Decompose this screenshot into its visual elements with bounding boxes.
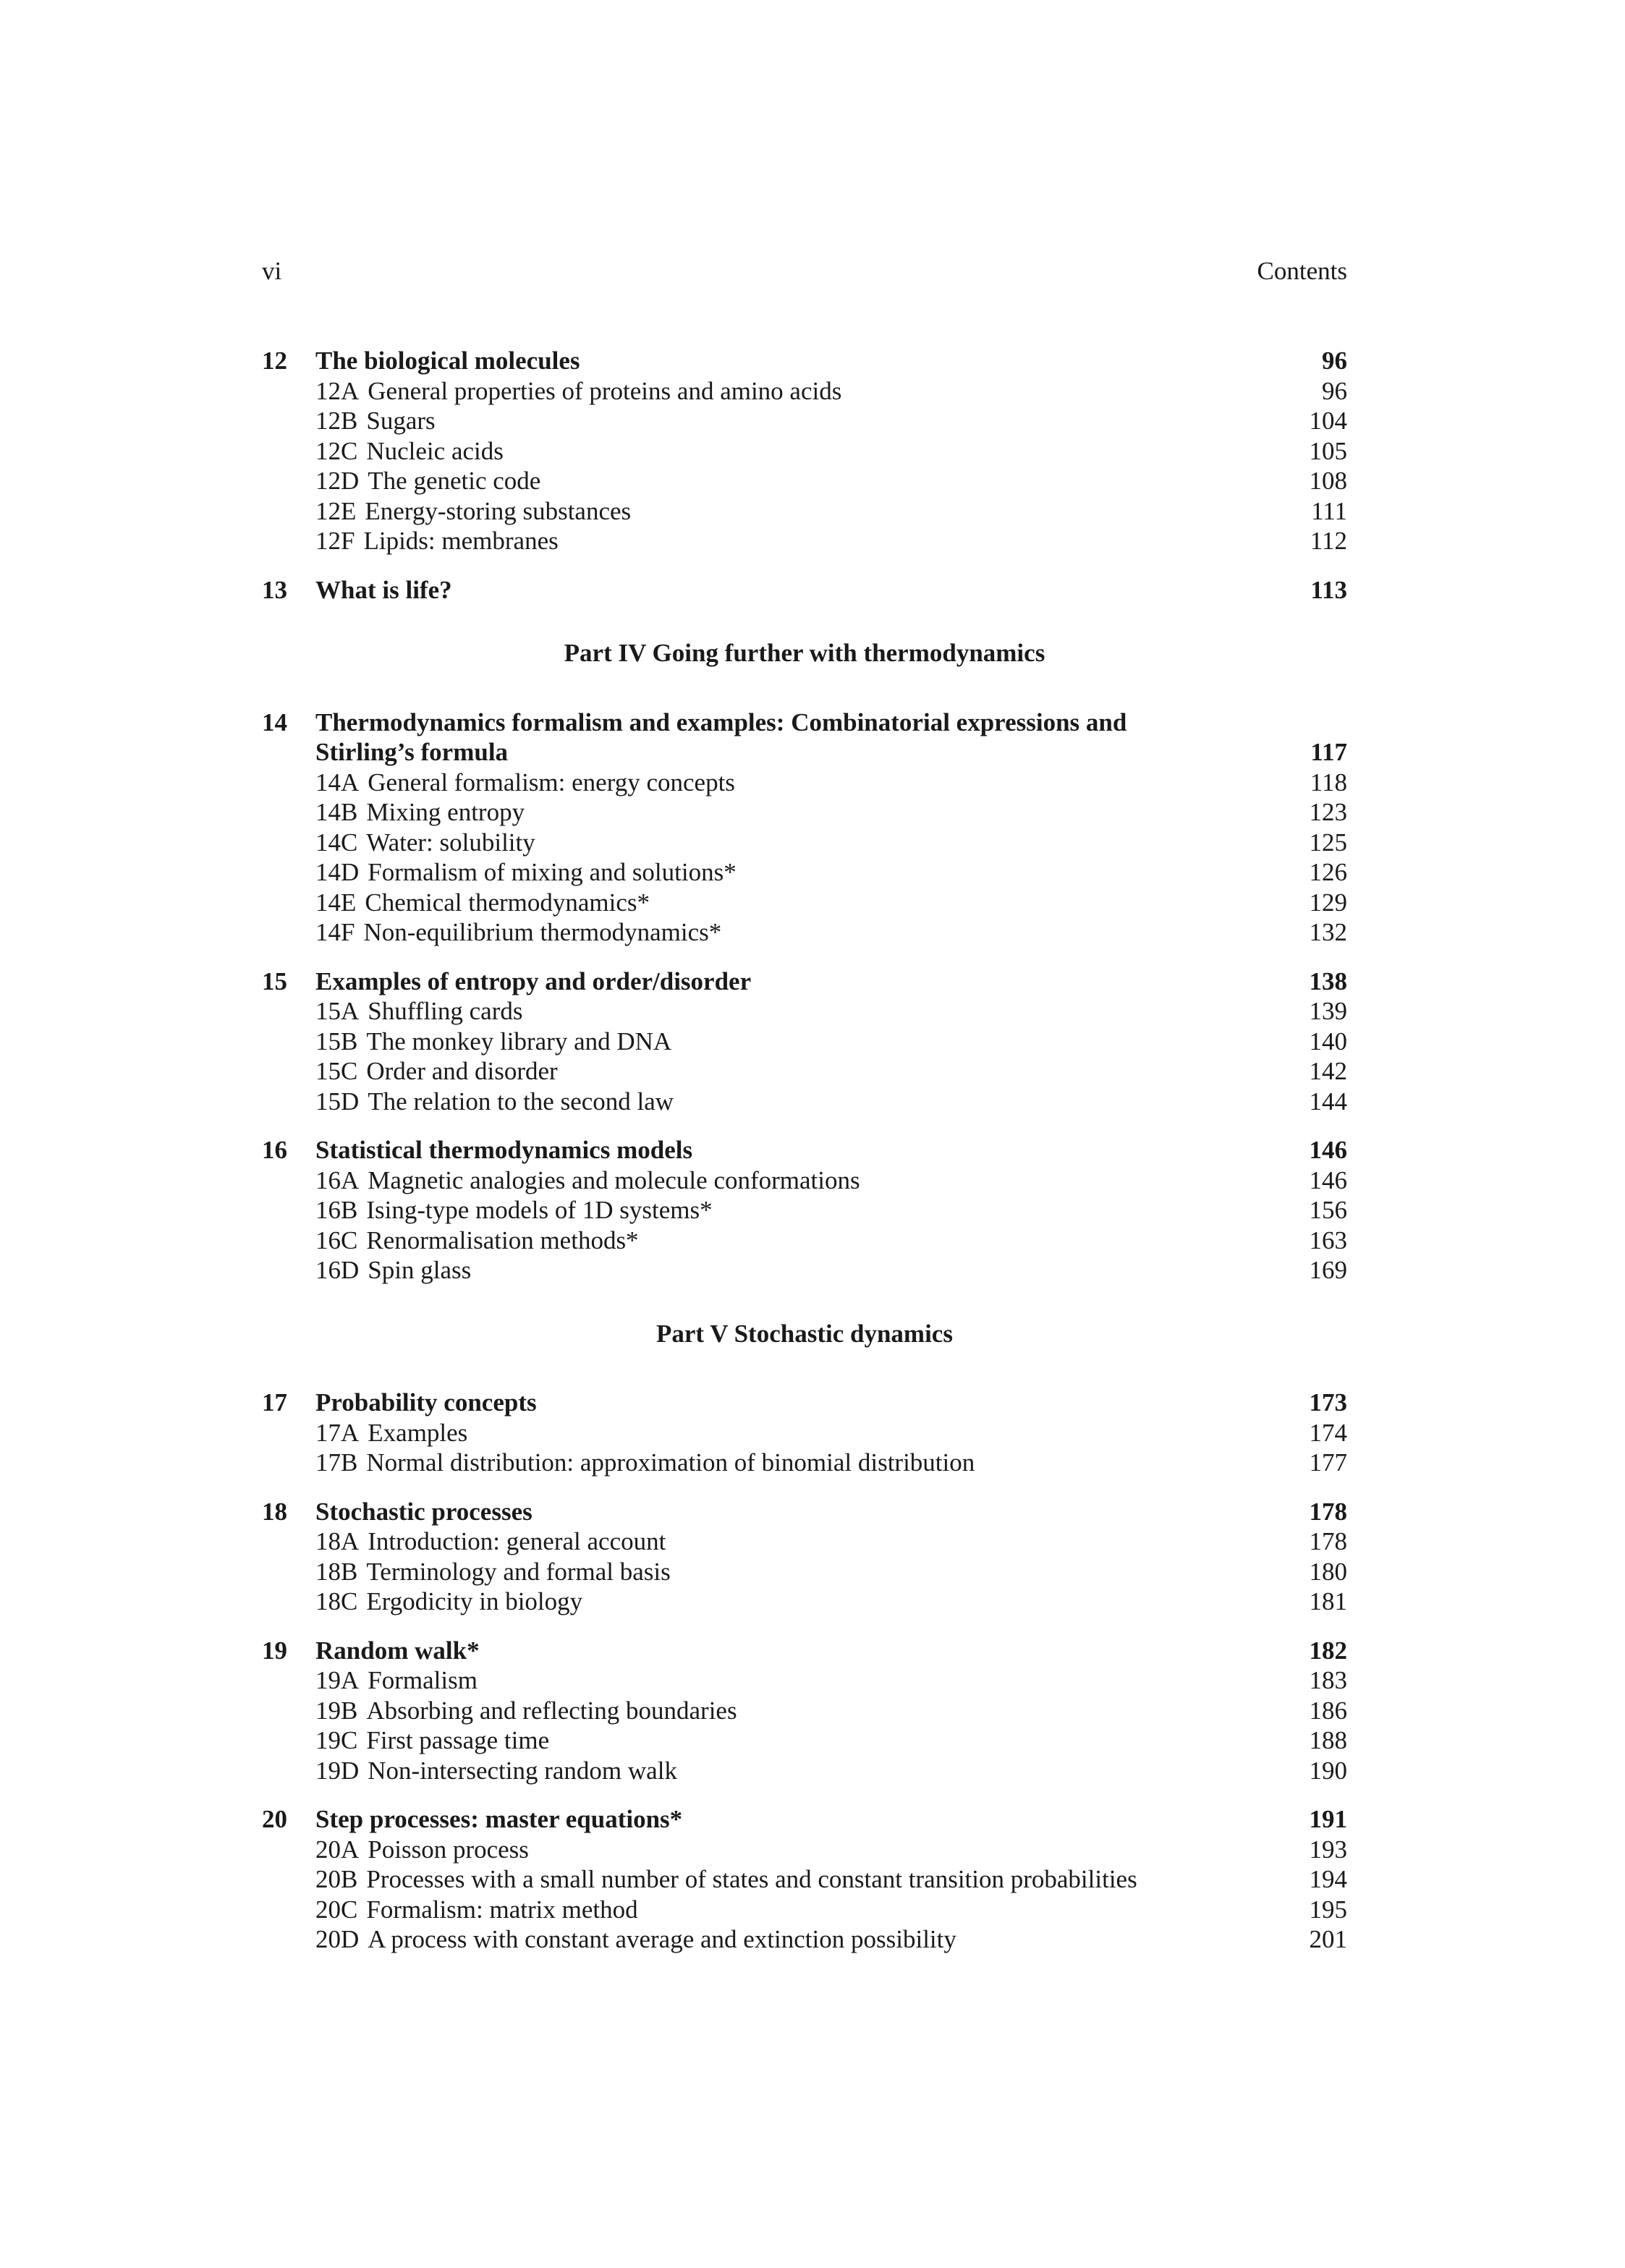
toc-section-row [262, 1418, 1347, 1448]
section-page-number: 118 [1310, 768, 1347, 797]
section-title: Formalism: matrix method [366, 1895, 638, 1924]
section-title: Introduction: general account [368, 1527, 666, 1555]
section-title: Ergodicity in biology [366, 1587, 583, 1615]
toc-section-row [262, 1725, 1347, 1756]
section-page-number: 190 [1309, 1756, 1347, 1785]
toc-chapter-18 [262, 1497, 1347, 1617]
section-entry [315, 857, 737, 888]
chapter-title: Statistical thermodynamics models [315, 1136, 693, 1164]
toc-section-row [262, 768, 1347, 798]
section-page-number: 146 [1309, 1165, 1347, 1194]
chapter-title: The biological molecules [315, 347, 580, 375]
toc-section-row [262, 1087, 1347, 1117]
part-heading: Part V Stochastic dynamics [656, 1319, 953, 1348]
section-code: 19C [315, 1726, 358, 1754]
section-entry [315, 1226, 639, 1256]
toc-section-row [262, 1448, 1347, 1478]
section-title: Water: solubility [366, 828, 535, 857]
chapter-page-number: 96 [1322, 347, 1347, 375]
section-entry [315, 436, 504, 467]
section-title: Formalism of mixing and solutions* [368, 858, 737, 886]
toc-chapter-20 [262, 1804, 1347, 1955]
toc-section-row [262, 1557, 1347, 1587]
toc-section-row [262, 1756, 1347, 1786]
section-entry [315, 1165, 860, 1196]
toc-section-row [262, 1056, 1347, 1087]
section-page-number: 174 [1309, 1418, 1347, 1447]
chapter-number: 15 [262, 967, 287, 995]
toc-chapter-14 [262, 708, 1347, 948]
section-page-number: 180 [1309, 1557, 1347, 1586]
section-page-number: 142 [1309, 1057, 1347, 1085]
toc-section-row [262, 376, 1347, 407]
section-entry [315, 797, 525, 828]
section-title: Sugars [366, 407, 436, 435]
toc-chapter-19 [262, 1636, 1347, 1786]
part-heading: Part IV Going further with thermodynamics [564, 639, 1045, 667]
section-code: 15A [315, 997, 360, 1025]
section-title: Order and disorder [366, 1057, 558, 1085]
section-title: Magnetic analogies and molecule conformations [368, 1165, 860, 1194]
section-entry [315, 1665, 478, 1696]
section-code: 12A [315, 376, 360, 405]
section-entry [315, 1255, 471, 1286]
section-page-number: 201 [1309, 1925, 1347, 1953]
toc-section-row [262, 1895, 1347, 1925]
section-title: First passage time [366, 1726, 550, 1754]
section-code: 15D [315, 1087, 360, 1116]
section-title: Examples [368, 1418, 468, 1447]
section-entry [315, 888, 650, 918]
toc-section-row [262, 466, 1347, 496]
section-code: 12E [315, 496, 357, 525]
chapter-number: 16 [262, 1136, 287, 1164]
chapter-number: 13 [262, 575, 287, 604]
toc-section-row [262, 496, 1347, 527]
section-page-number: 104 [1309, 407, 1347, 435]
section-page-number: 126 [1309, 858, 1347, 886]
section-code: 14A [315, 768, 360, 797]
chapter-page-number: 178 [1309, 1497, 1347, 1526]
section-code: 18C [315, 1587, 358, 1615]
chapter-page-number: 146 [1309, 1136, 1347, 1164]
section-code: 16B [315, 1196, 358, 1224]
section-entry [315, 1448, 975, 1478]
chapter-heading-row [262, 346, 1347, 376]
running-head-title: Contents [1257, 257, 1347, 285]
section-entry [315, 1195, 713, 1226]
section-title: The relation to the second law [368, 1087, 674, 1116]
section-code: 14F [315, 918, 355, 946]
section-code: 14E [315, 888, 357, 917]
section-entry [315, 496, 631, 527]
section-entry [315, 1418, 467, 1448]
chapter-heading-row [262, 575, 1347, 606]
toc-section-row [262, 1835, 1347, 1865]
section-page-number: 132 [1309, 918, 1347, 946]
section-page-number: 139 [1309, 997, 1347, 1025]
section-entry [315, 1924, 956, 1955]
section-page-number: 195 [1309, 1895, 1347, 1924]
toc-section-row [262, 1165, 1347, 1196]
toc-section-row [262, 828, 1347, 858]
toc-section-row [262, 797, 1347, 828]
section-entry [315, 1056, 558, 1087]
section-code: 19B [315, 1696, 358, 1725]
section-title: Chemical thermodynamics* [365, 888, 650, 917]
section-code: 20B [315, 1865, 358, 1893]
section-entry [315, 376, 841, 407]
section-title: Non-intersecting random walk [368, 1756, 677, 1785]
toc-section-row [262, 888, 1347, 918]
toc-section-row [262, 917, 1347, 948]
section-title: Energy-storing substances [365, 496, 632, 525]
section-page-number: 169 [1309, 1256, 1347, 1284]
section-page-number: 111 [1311, 496, 1347, 525]
chapter-heading-row-continued [262, 737, 1347, 768]
section-page-number: 163 [1309, 1226, 1347, 1254]
toc-section-row [262, 1696, 1347, 1726]
section-title: Mixing entropy [366, 798, 525, 826]
toc-section-row [262, 1587, 1347, 1617]
toc-section-row [262, 406, 1347, 436]
section-page-number: 178 [1309, 1527, 1347, 1555]
chapter-title: Stochastic processes [315, 1497, 533, 1526]
chapter-heading-row [262, 1388, 1347, 1418]
section-page-number: 108 [1309, 467, 1347, 495]
chapter-page-number: 117 [1310, 738, 1347, 766]
chapter-title: Thermodynamics formalism and examples: Combinatorial expressions and [315, 708, 1127, 736]
chapter-title-continued: Stirling’s formula [315, 738, 509, 766]
chapter-page-number: 182 [1309, 1636, 1347, 1665]
toc-section-row [262, 1526, 1347, 1557]
section-code: 17A [315, 1418, 360, 1447]
section-page-number: 105 [1309, 436, 1347, 465]
chapter-number: 17 [262, 1388, 287, 1417]
section-title: Processes with a small number of states and constant transition probabilities [366, 1865, 1137, 1893]
section-page-number: 188 [1309, 1726, 1347, 1754]
section-title: Shuffling cards [368, 997, 523, 1025]
toc-section-row [262, 996, 1347, 1027]
section-code: 16D [315, 1256, 360, 1284]
section-page-number: 129 [1309, 888, 1347, 917]
section-code: 14C [315, 828, 358, 857]
chapter-page-number: 191 [1309, 1805, 1347, 1833]
chapter-title: What is life? [315, 575, 452, 604]
section-code: 15B [315, 1027, 358, 1056]
section-code: 14D [315, 858, 360, 886]
section-entry [315, 1725, 549, 1756]
chapter-heading-row [262, 1497, 1347, 1527]
section-entry [315, 526, 559, 556]
chapter-heading-row [262, 1804, 1347, 1835]
section-title: General properties of proteins and amino acids [368, 376, 842, 405]
toc-chapter-15 [262, 967, 1347, 1117]
section-page-number: 183 [1309, 1666, 1347, 1694]
section-title: Poisson process [368, 1835, 529, 1864]
section-code: 20D [315, 1925, 360, 1953]
section-code: 12D [315, 467, 360, 495]
section-entry [315, 1027, 671, 1057]
section-code: 16A [315, 1165, 360, 1194]
section-title: The monkey library and DNA [366, 1027, 672, 1056]
toc-chapter-17 [262, 1388, 1347, 1478]
toc-section-row [262, 436, 1347, 467]
toc-section-row [262, 1195, 1347, 1226]
section-entry [315, 1895, 638, 1925]
section-page-number: 177 [1309, 1448, 1347, 1477]
chapter-page-number: 173 [1309, 1388, 1347, 1417]
section-title: General formalism: energy concepts [368, 768, 735, 797]
chapter-heading-row [262, 708, 1347, 738]
section-entry [315, 828, 535, 858]
section-page-number: 96 [1322, 376, 1347, 405]
toc-chapter-16 [262, 1135, 1347, 1286]
section-code: 20A [315, 1835, 360, 1864]
section-title: The genetic code [368, 467, 541, 495]
section-title: Absorbing and reflecting boundaries [366, 1696, 737, 1725]
section-entry [315, 466, 540, 496]
chapter-title: Random walk* [315, 1636, 480, 1665]
section-title: Normal distribution: approximation of binomial distribution [366, 1448, 975, 1477]
section-title: Nucleic acids [366, 436, 504, 465]
chapter-page-number: 138 [1309, 967, 1347, 995]
toc-section-row [262, 1226, 1347, 1256]
section-entry [315, 1587, 582, 1617]
section-page-number: 186 [1309, 1696, 1347, 1725]
chapter-title: Step processes: master equations* [315, 1805, 683, 1833]
toc-section-row [262, 1255, 1347, 1286]
section-entry [315, 996, 522, 1027]
section-page-number: 144 [1309, 1087, 1347, 1116]
chapter-number: 12 [262, 347, 287, 375]
section-entry [315, 917, 721, 948]
chapter-title: Examples of entropy and order/disorder [315, 967, 752, 995]
toc-chapter-13 [262, 575, 1347, 606]
toc-section-row [262, 857, 1347, 888]
section-title: Renormalisation methods* [366, 1226, 639, 1254]
chapter-number: 20 [262, 1805, 287, 1833]
running-head [262, 253, 1347, 289]
section-entry [315, 1864, 1137, 1895]
chapter-heading-row [262, 967, 1347, 997]
section-code: 18B [315, 1557, 358, 1586]
section-code: 19D [315, 1756, 360, 1785]
chapter-heading-row [262, 1636, 1347, 1666]
section-title: Lipids: membranes [363, 527, 559, 555]
section-code: 16C [315, 1226, 358, 1254]
section-code: 12F [315, 527, 355, 555]
toc-section-row [262, 1027, 1347, 1057]
section-code: 19A [315, 1666, 360, 1694]
section-code: 14B [315, 798, 358, 826]
section-entry [315, 1835, 529, 1865]
section-page-number: 123 [1309, 798, 1347, 826]
section-entry [315, 1526, 666, 1557]
section-title: Ising-type models of 1D systems* [366, 1196, 713, 1224]
chapter-number: 19 [262, 1636, 287, 1665]
chapter-title: Probability concepts [315, 1388, 537, 1417]
toc-section-row [262, 1924, 1347, 1955]
section-page-number: 193 [1309, 1835, 1347, 1864]
toc-section-row [262, 526, 1347, 556]
toc-section-row [262, 1864, 1347, 1895]
section-title: A process with constant average and extinction possibility [368, 1925, 956, 1953]
section-code: 18A [315, 1527, 360, 1555]
section-code: 17B [315, 1448, 358, 1477]
table-of-contents [262, 346, 1347, 1974]
chapter-number: 18 [262, 1497, 287, 1526]
section-page-number: 140 [1309, 1027, 1347, 1056]
section-entry [315, 1087, 674, 1117]
section-code: 20C [315, 1895, 358, 1924]
toc-chapter-12 [262, 346, 1347, 556]
section-entry [315, 1696, 737, 1726]
section-page-number: 181 [1309, 1587, 1347, 1615]
section-code: 12B [315, 407, 358, 435]
section-title: Spin glass [368, 1256, 472, 1284]
section-page-number: 156 [1309, 1196, 1347, 1224]
section-code: 15C [315, 1057, 358, 1085]
section-entry [315, 406, 436, 436]
section-title: Non-equilibrium thermodynamics* [363, 918, 722, 946]
page-folio: vi [262, 257, 282, 285]
chapter-number: 14 [262, 708, 287, 736]
section-page-number: 125 [1309, 828, 1347, 857]
toc-section-row [262, 1665, 1347, 1696]
section-entry [315, 768, 735, 798]
section-code: 12C [315, 436, 358, 465]
chapter-heading-row [262, 1135, 1347, 1165]
section-entry [315, 1557, 671, 1587]
chapter-page-number: 113 [1310, 575, 1347, 604]
section-page-number: 194 [1309, 1865, 1347, 1893]
section-title: Terminology and formal basis [366, 1557, 671, 1586]
section-entry [315, 1756, 677, 1786]
section-page-number: 112 [1310, 527, 1347, 555]
section-title: Formalism [368, 1666, 478, 1694]
